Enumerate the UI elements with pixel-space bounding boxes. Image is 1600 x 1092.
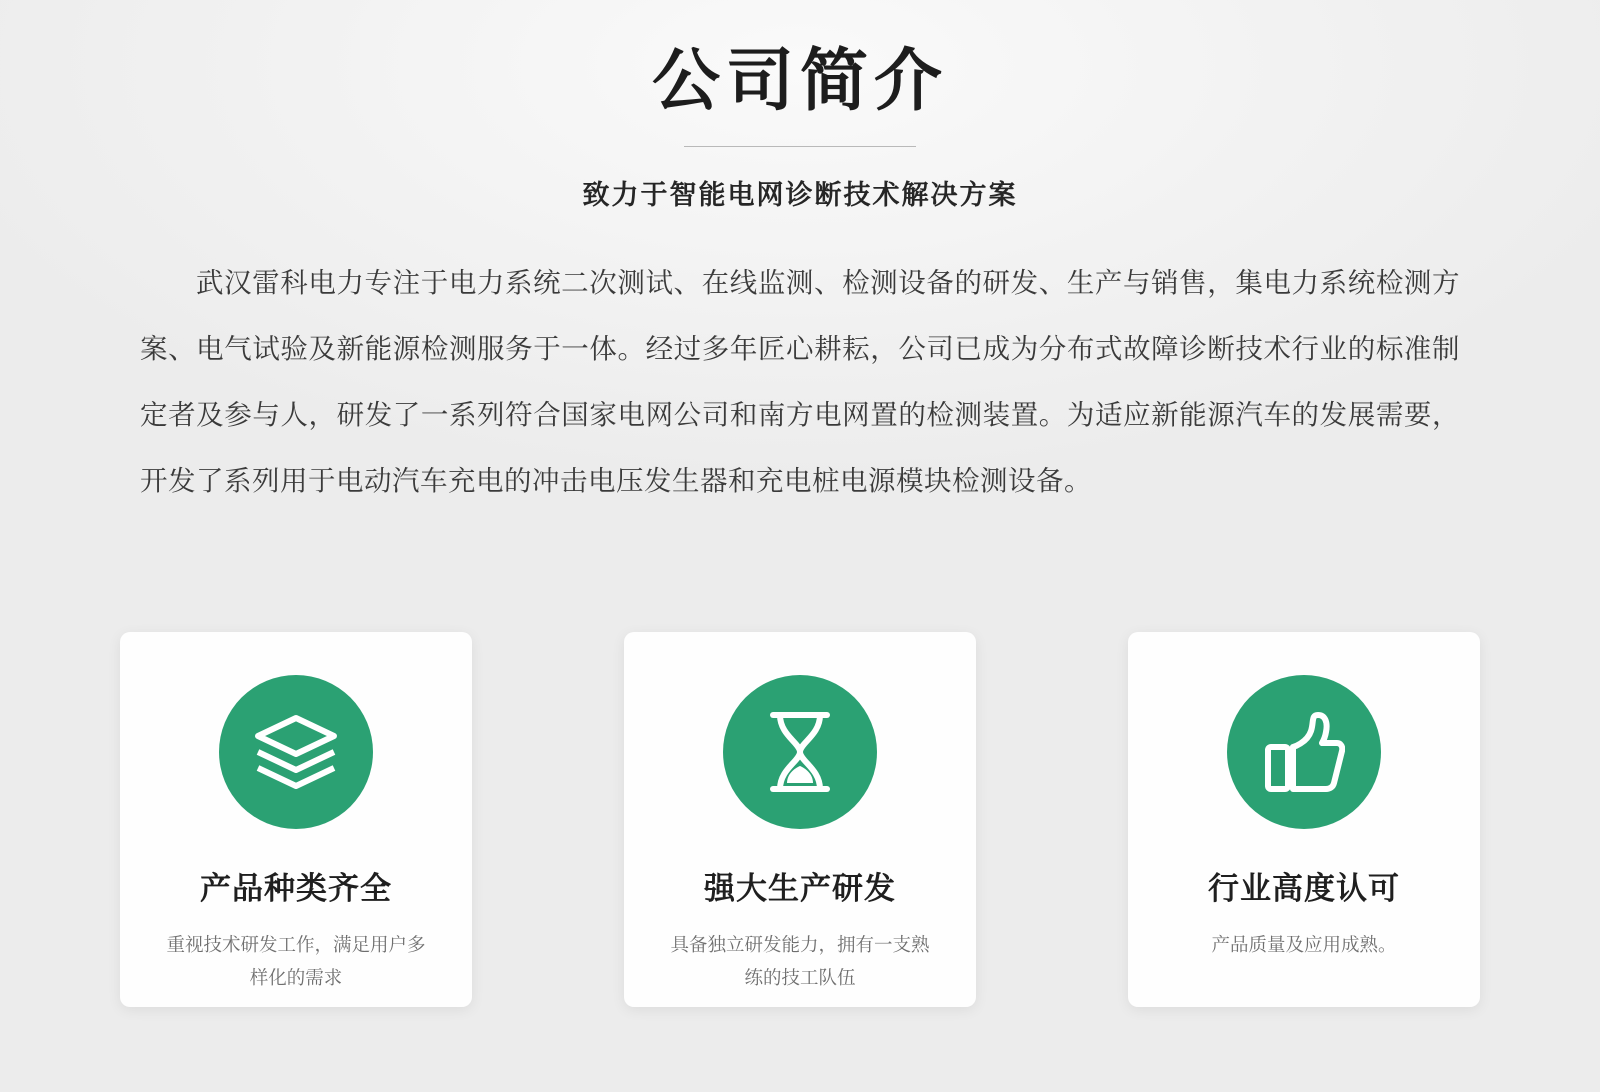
layers-icon	[219, 675, 373, 829]
feature-card-title: 强大生产研发	[704, 871, 896, 906]
feature-card-title: 产品种类齐全	[200, 871, 392, 906]
feature-card-desc: 重视技术研发工作，满足用户多样化的需求	[166, 934, 426, 988]
feature-card	[624, 632, 976, 1007]
feature-card-desc: 产品质量及应用成熟。	[1211, 934, 1397, 955]
company-intro-paragraph: 武汉雷科电力专注于电力系统二次测试、在线监测、检测设备的研发、生产与销售，集电力系统检测方案、电气试验及新能源检测服务于一体。经过多年匠心耕耘，公司已成为分布式故障诊断技术行业的标准制定者及参与人，研发了一系列符合国家电网公司和南方电网置的检测装置。为适应新能源汽车的发展需要，开发了系列用于电动汽车充电的冲击电压发生器和充电桩电源模块检测设备。	[140, 267, 1460, 497]
hourglass-icon	[723, 675, 877, 829]
feature-card-title: 行业高度认可	[1208, 871, 1400, 906]
page-title: 公司简介	[651, 43, 948, 119]
feature-card-desc: 具备独立研发能力，拥有一支熟练的技工队伍	[670, 934, 930, 988]
title-divider	[684, 146, 916, 147]
feature-card	[1128, 632, 1480, 1007]
page-header	[0, 0, 1600, 212]
feature-card-list	[120, 632, 1480, 1007]
page-subtitle: 致力于智能电网诊断技术解决方案	[582, 180, 1018, 211]
thumbs-up-icon	[1227, 675, 1381, 829]
feature-card	[120, 632, 472, 1007]
